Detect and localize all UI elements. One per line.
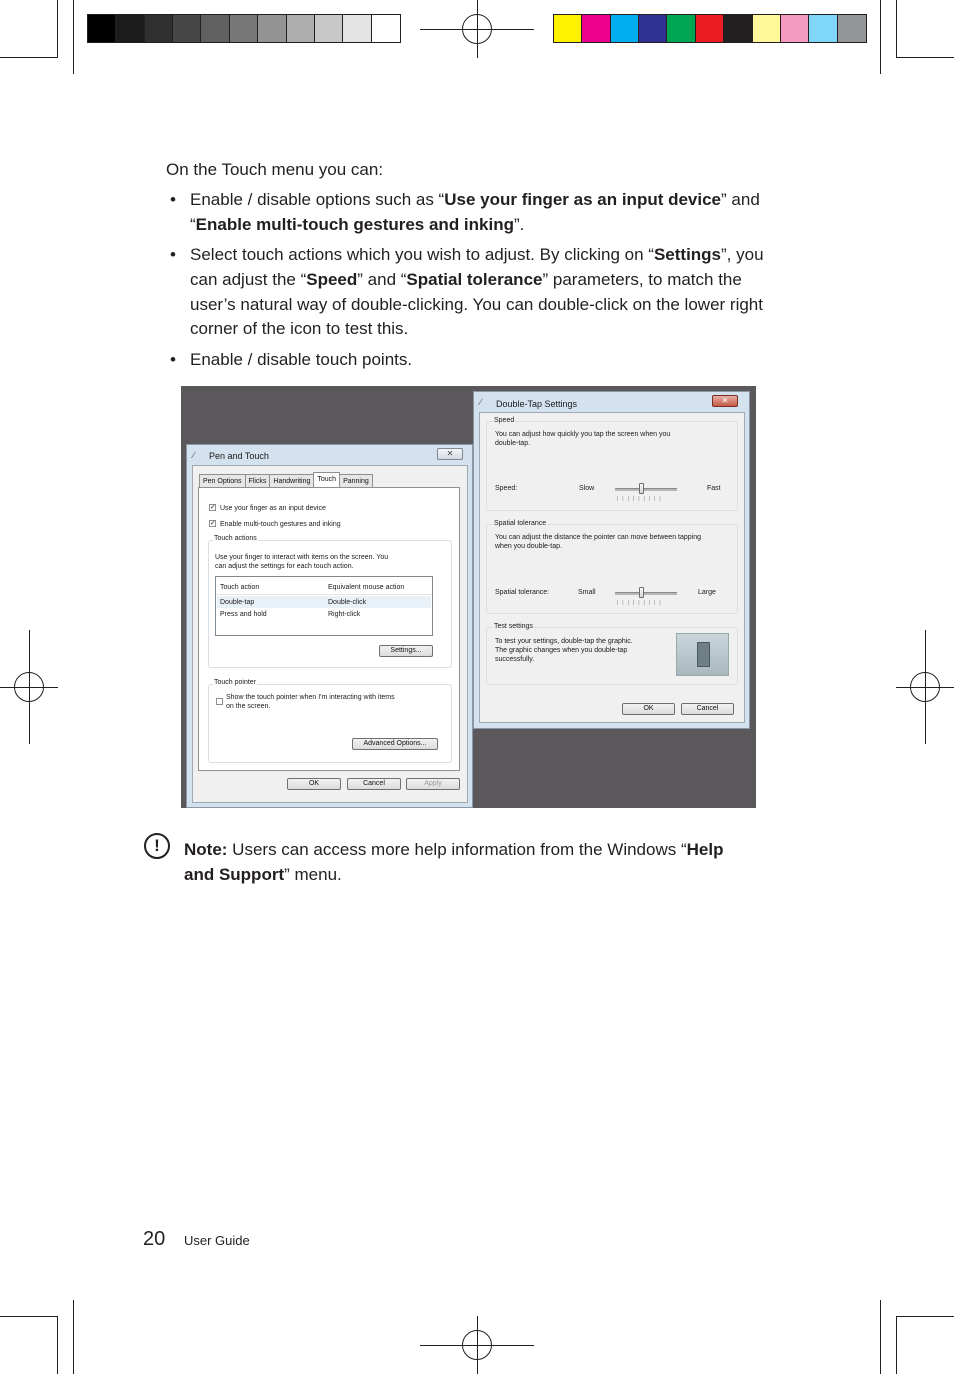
settings-button[interactable]: Settings...	[379, 645, 433, 657]
tab-touch[interactable]: Touch	[313, 472, 340, 488]
test-desc: successfully.	[495, 656, 535, 663]
touch-pointer-label: Touch pointer	[214, 679, 257, 686]
color-swatch	[781, 15, 809, 42]
window-title: Pen and Touch	[209, 451, 269, 461]
note-icon: !	[144, 833, 170, 859]
spatial-slider-ticks: |||||||||	[617, 600, 665, 606]
test-settings-group	[486, 623, 738, 685]
tab-pen-options[interactable]: Pen Options	[199, 474, 246, 488]
text-span: “	[190, 215, 196, 234]
color-swatch	[667, 15, 695, 42]
crop-mark	[73, 0, 74, 74]
bullet-1-line-1	[190, 187, 760, 212]
color-swatch	[287, 15, 315, 42]
column-header-mouse[interactable]: Equivalent mouse action	[328, 584, 405, 591]
color-swatch	[372, 15, 400, 42]
speed-slider-thumb[interactable]	[639, 483, 644, 494]
dialog-body	[192, 465, 468, 803]
bullet-2-line-1	[190, 242, 764, 267]
color-swatch	[639, 15, 667, 42]
speed-group	[486, 417, 738, 511]
multitouch-label: Enable multi-touch gestures and inking	[220, 521, 341, 528]
text-span: ”, you	[721, 245, 764, 264]
spatial-slider-thumb[interactable]	[639, 587, 644, 598]
footer-guide-title: User Guide	[184, 1233, 250, 1248]
bold-span: and Support	[184, 865, 285, 884]
note-label: Note:	[184, 840, 228, 859]
slow-label: Slow	[579, 485, 595, 492]
bullet-2-line-3: user’s natural way of double-clicking. You can double-click on the lower right	[190, 295, 763, 314]
bullet-3: Enable / disable touch points.	[190, 350, 413, 369]
touch-pointer-text: Show the touch pointer when I'm interacting with items	[226, 694, 395, 701]
crop-mark	[896, 57, 954, 58]
test-desc: The graphic changes when you double-tap	[495, 647, 628, 654]
small-label: Small	[578, 589, 596, 596]
color-swatch	[88, 15, 116, 42]
color-swatch	[230, 15, 258, 42]
speed-label: Speed	[494, 417, 515, 424]
touch-actions-group	[208, 535, 452, 668]
text-span: Enable / disable options such as “	[190, 190, 445, 209]
multitouch-checkbox[interactable]: ✓	[210, 520, 216, 527]
tab-handwriting[interactable]: Handwriting	[269, 474, 314, 488]
test-settings-label: Test settings	[494, 623, 533, 630]
color-swatch	[173, 15, 201, 42]
color-swatch	[809, 15, 837, 42]
fast-label: Fast	[707, 485, 721, 492]
column-header-action[interactable]: Touch action	[220, 584, 260, 591]
color-swatch	[258, 15, 286, 42]
touch-actions-desc: can adjust the settings for each touch action.	[215, 563, 354, 570]
text-span: ” and	[721, 190, 760, 209]
spatial-tolerance-label: Spatial tolerance	[494, 520, 547, 527]
crop-mark	[57, 1316, 58, 1374]
color-swatch	[201, 15, 229, 42]
registration-circle-left	[14, 672, 44, 702]
touch-tab-panel	[198, 487, 460, 771]
finger-input-label: Use your finger as an input device	[220, 505, 326, 512]
color-swatch	[554, 15, 582, 42]
registration-circle-top	[462, 14, 492, 44]
crop-mark	[896, 1316, 897, 1374]
text-span: ”.	[513, 215, 525, 234]
test-graphic[interactable]	[676, 633, 729, 676]
note-line-1	[184, 837, 723, 862]
page-number: 20	[143, 1228, 166, 1250]
note-line-2	[184, 862, 342, 887]
test-desc: To test your settings, double-tap the graphic.	[495, 638, 633, 645]
spatial-row-label: Spatial tolerance:	[495, 589, 550, 596]
bold-span: Settings	[653, 245, 722, 264]
bullet-marker: •	[170, 350, 176, 369]
advanced-options-button[interactable]: Advanced Options...	[352, 738, 438, 750]
apply-button[interactable]: Apply	[406, 778, 460, 790]
door-icon	[697, 642, 710, 667]
crop-mark	[73, 1300, 74, 1374]
crop-mark	[57, 0, 58, 58]
grayscale-color-bar	[87, 14, 401, 43]
list-header-divider	[216, 594, 432, 595]
bullet-marker: •	[170, 190, 176, 209]
color-swatch	[838, 15, 866, 42]
close-button[interactable]: ✕	[437, 448, 463, 460]
speed-slider-track	[615, 488, 677, 491]
color-swatch	[724, 15, 752, 42]
text-span: Select touch actions which you wish to adjust. By clicking on “	[190, 245, 654, 264]
pen-icon: ∕	[193, 450, 195, 460]
touch-pointer-checkbox[interactable]	[216, 698, 223, 705]
crop-mark	[0, 1316, 58, 1317]
text-span: ” menu.	[284, 865, 342, 884]
bold-span: Help	[686, 840, 724, 859]
text-span: Users can access more help information from the Windows “	[227, 840, 687, 859]
color-swatch	[582, 15, 610, 42]
tab-flicks[interactable]: Flicks	[245, 474, 271, 488]
large-label: Large	[698, 589, 716, 596]
speed-desc: You can adjust how quickly you tap the screen when you	[495, 431, 671, 438]
list-item-action: Double-tap	[220, 599, 255, 606]
registration-circle-bottom	[462, 1330, 492, 1360]
crop-mark	[880, 0, 881, 74]
color-swatch	[343, 15, 371, 42]
registration-circle-right	[910, 672, 940, 702]
color-swatch	[611, 15, 639, 42]
bold-span: Speed	[306, 270, 358, 289]
color-swatch	[753, 15, 781, 42]
dialog-body	[479, 412, 745, 723]
touch-pointer-text: on the screen.	[226, 703, 271, 710]
text-span: can adjust the “	[190, 270, 307, 289]
touch-actions-list[interactable]	[215, 576, 433, 636]
bullet-marker: •	[170, 245, 176, 264]
double-tap-settings-window	[473, 391, 750, 729]
bold-span: Enable multi-touch gestures and inking	[195, 215, 514, 234]
tab-panning[interactable]: Panning	[339, 474, 373, 488]
list-item-action: Press and hold	[220, 611, 267, 618]
cancel-button[interactable]: Cancel	[681, 703, 734, 715]
bold-span: Spatial tolerance	[406, 270, 543, 289]
list-item-mouse: Right-click	[328, 611, 361, 618]
bullet-1-line-2	[190, 212, 524, 237]
intro-text: On the Touch menu you can:	[166, 160, 384, 179]
text-span: ” and “	[357, 270, 407, 289]
spatial-slider-track	[615, 592, 677, 595]
close-button[interactable]: ✕	[712, 395, 738, 407]
screenshot-pen-and-touch	[181, 386, 756, 808]
color-swatch	[315, 15, 343, 42]
color-swatch	[116, 15, 144, 42]
crop-mark	[896, 0, 897, 58]
ok-button[interactable]: OK	[287, 778, 341, 790]
speed-slider-ticks: |||||||||	[617, 496, 665, 502]
color-swatch	[145, 15, 173, 42]
touch-actions-desc: Use your finger to interact with items on the screen. You	[215, 554, 389, 561]
bullet-2-line-4: corner of the icon to test this.	[190, 319, 409, 338]
speed-row-label: Speed:	[495, 485, 518, 492]
touch-actions-label: Touch actions	[214, 535, 257, 542]
text-span: ” parameters, to match the	[542, 270, 742, 289]
spatial-desc: when you double-tap.	[495, 543, 562, 550]
pen-and-touch-window	[186, 444, 473, 808]
crop-mark	[0, 57, 58, 58]
touch-pointer-group	[208, 679, 452, 763]
pen-icon: ∕	[480, 397, 482, 407]
list-item-mouse: Double-click	[328, 599, 367, 606]
finger-input-checkbox[interactable]: ✓	[210, 504, 216, 511]
speed-desc: double-tap.	[495, 440, 531, 447]
color-swatch	[696, 15, 724, 42]
window-title: Double-Tap Settings	[496, 399, 578, 409]
crop-mark	[880, 1300, 881, 1374]
bold-span: Use your finger as an input device	[444, 190, 722, 209]
process-color-bar	[553, 14, 867, 43]
ok-button[interactable]: OK	[622, 703, 675, 715]
spatial-desc: You can adjust the distance the pointer can move between tapping	[495, 534, 701, 541]
bullet-2-line-2	[190, 267, 742, 292]
spatial-tolerance-group	[486, 520, 738, 614]
crop-mark	[896, 1316, 954, 1317]
cancel-button[interactable]: Cancel	[347, 778, 401, 790]
